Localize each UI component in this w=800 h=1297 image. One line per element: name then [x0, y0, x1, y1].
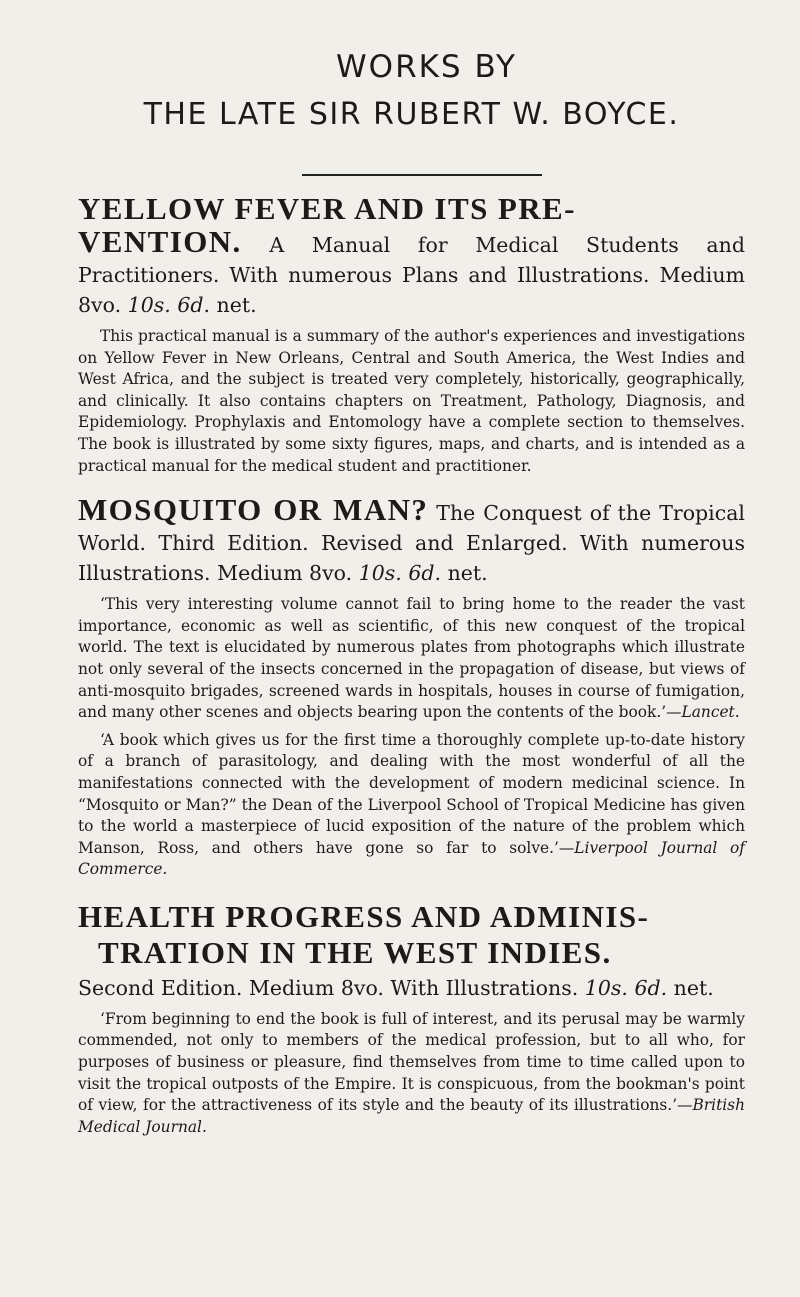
book-subtitle: The Conquest of the Tropical World. Third Edition. Revised and Enlarged. With numerous Illustrations. Medium 8vo. [78, 501, 745, 586]
price-shillings: 10s. [127, 293, 171, 317]
book-title-line2: VENTION. [78, 224, 242, 259]
header-author: THE LATE SIR RUBERT W. BOYCE. [143, 97, 680, 132]
book-title-line2: TRATION IN THE WEST INDIES. [98, 934, 612, 970]
quote-text: ‘From beginning to end the book is full of interest, and its perusal may be warmly commended, not only to members of the medical profession, but to all who, for purposes of business or pleasure, find themselves from time to time called upon to visit the tropical outposts of the Empire. It is conspicuous, from the bookman's point of view, for the attractiveness of its style and the beauty of its illustrations.’— [78, 1009, 745, 1115]
review-source: Lancet. [681, 703, 740, 722]
divider-rule [302, 174, 542, 176]
book-subtitle: Second Edition. Medium 8vo. With Illustrations. [78, 975, 579, 1000]
review-quote [78, 730, 745, 881]
book-entry-yellow-fever [78, 191, 745, 477]
book-title-line1: HEALTH PROGRESS AND ADMINIS- [78, 898, 650, 934]
description-paragraph [78, 326, 745, 477]
paragraph-text: This practical manual is a summary of the author's experiences and investigations on Yellow Fever in New Orleans, Central and South America, the West Indies and West Africa, and the subject is treated very completely, historically, geographically, and clinically. It also contains chapters on Treatment, Pathology, Diagnosis, and Epidemiology. Prophylaxis and Entomology have a complete section to themselves. The book is illustrated by some sixty figures, maps, and charts, and is intended as a practical manual for the medical student and practitioner. [78, 327, 745, 475]
book-title [78, 899, 745, 971]
review-source: British Medical Journal. [78, 1096, 745, 1136]
price-suffix: net. [447, 561, 488, 586]
book-entry-mosquito-or-man [78, 492, 745, 881]
review-source: Liverpool Journal of Commerce. [78, 838, 745, 879]
header-works-by: WORKS BY [336, 49, 517, 85]
review-quote [78, 594, 745, 724]
entry-heading [78, 973, 745, 1003]
price-pence: 6d. [408, 561, 442, 586]
price-suffix: net. [216, 293, 257, 317]
price-shillings: 10s. [584, 975, 628, 1000]
book-entry-health-progress [78, 899, 745, 1139]
price-pence: 6d. [177, 293, 210, 317]
quote-text: ‘A book which gives us for the first time a thoroughly complete up-to-date history of a branch of parasitology, and dealing with the most wonderful of all the manifestations connected with the development of modern medicinal science. In “Mosquito or Man?” the Dean of the Liverpool School of Tropical Medicine has given to the world a masterpiece of lucid exposition of the nature of the problem which Manson, Ross, and others have gone so far to solve.’— [78, 730, 745, 857]
entry-heading [78, 191, 745, 320]
price-pence: 6d. [634, 975, 668, 1000]
quote-text: ‘This very interesting volume cannot fail to bring home to the reader the vast importance, economic as well as scientific, of this new conquest of the tropical world. The text is elucidated by numerous plates from photographs which illustrate not only several of the insects concerned in the propagation of disease, but views of anti-mosquito brigades, screened wards in hospitals, houses in course of fumigation, and many other scenes and objects bearing upon the contents of the book.’— [78, 595, 745, 722]
book-subtitle: A Manual for Medical Students and Practitioners. With numerous Plans and Illustrations. Medium 8vo. [78, 233, 745, 317]
book-title-line1: YELLOW FEVER AND ITS PRE- [78, 191, 576, 226]
entry-heading [78, 492, 745, 588]
price-suffix: net. [673, 975, 714, 1000]
price-shillings: 10s. [358, 561, 402, 586]
book-title: MOSQUITO OR MAN? [78, 492, 429, 528]
review-quote [78, 1009, 745, 1139]
